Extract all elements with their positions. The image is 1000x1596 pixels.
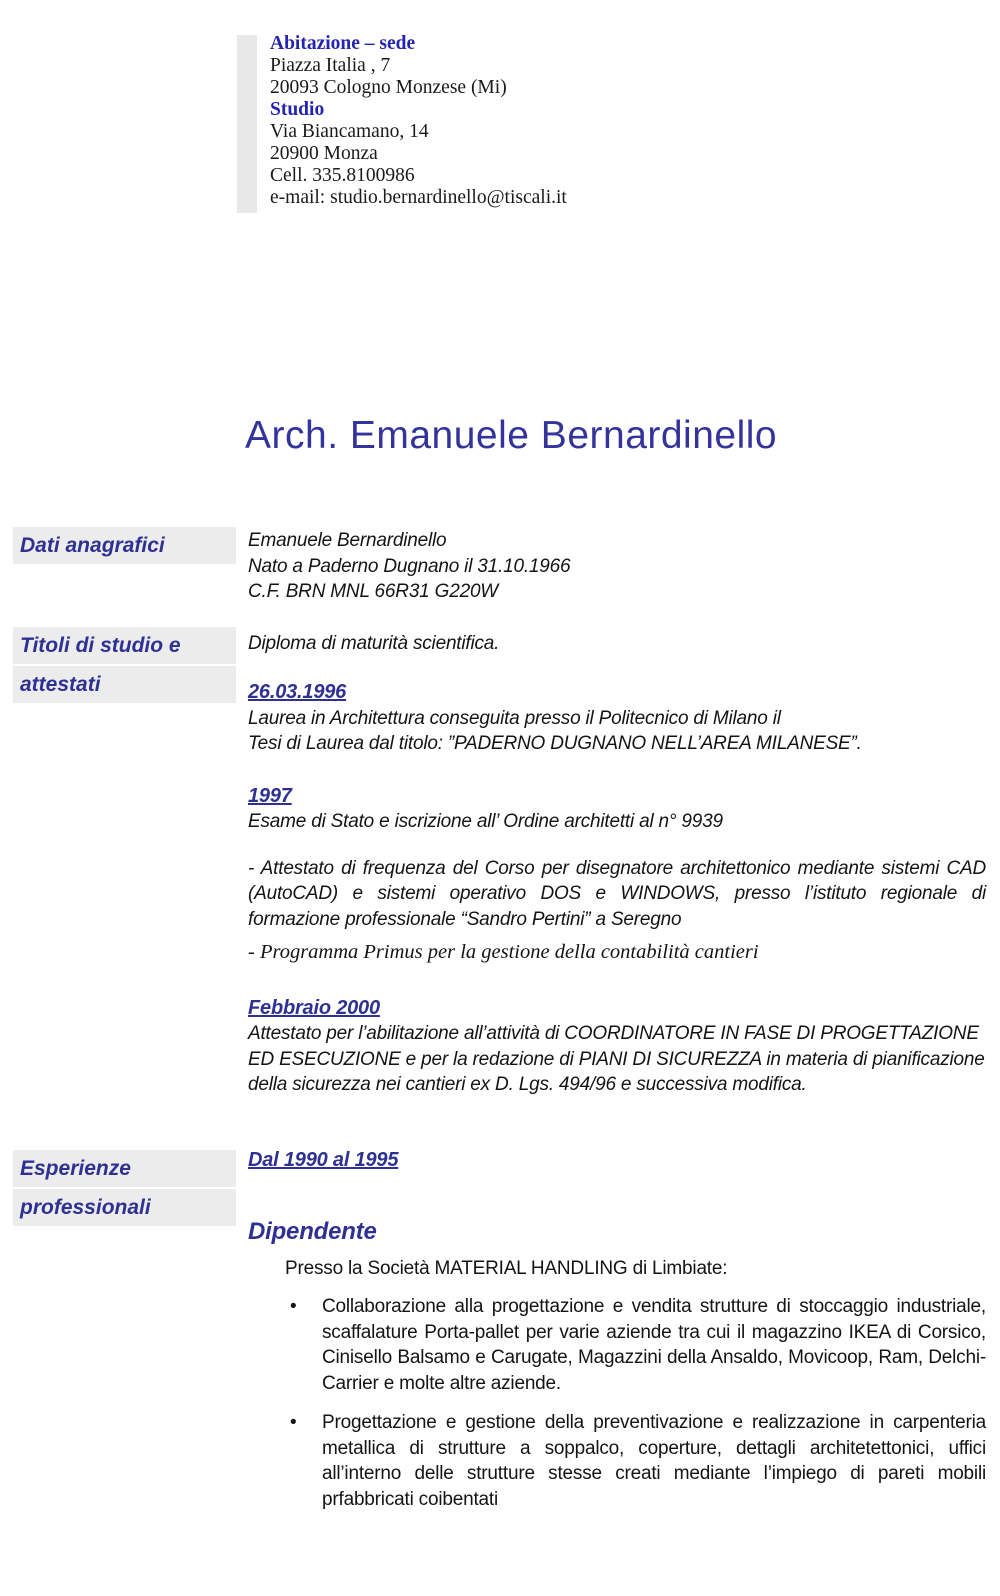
section-label-text: Titoli di studio e <box>13 627 236 664</box>
home-address-line: Piazza Italia , 7 <box>270 55 391 76</box>
period-heading: Dal 1990 al 1995 <box>248 1148 399 1171</box>
laurea-date-heading: 26.03.1996 <box>248 681 347 703</box>
personal-data-line: C.F. BRN MNL 66R31 G220W <box>248 581 499 602</box>
diploma-text: Diploma di maturità scientifica. <box>248 632 500 654</box>
esame-date-heading: 1997 <box>248 784 292 807</box>
home-address-line: 20093 Cologno Monzese (Mi) <box>270 77 507 98</box>
febbraio-2000-heading: Febbraio 2000 <box>248 996 380 1019</box>
page-title: Arch. Emanuele Bernardinello <box>245 414 778 457</box>
studio-address-label: Studio <box>270 99 325 120</box>
section-label-text: professionali <box>13 1189 236 1226</box>
section-label-dati-anagrafici <box>13 527 236 566</box>
coordinatore-paragraph: Attestato per l’abilitazione all’attività di COORDINATORE IN FASE DI PROGETTAZIONE ED ESECUZIONE e per la redazione di PIANI DI SICUREZZA in materia di pianificazione della sicurezza nei cantieri ex D. Lgs. 494/96 e successiva modifica. <box>248 1023 985 1095</box>
employer-intro-text: Presso la Società MATERIAL HANDLING di Limbiate: <box>285 1257 728 1279</box>
personal-data-block <box>248 528 986 605</box>
bullet-icon: • <box>290 1412 297 1433</box>
studio-address-line: 20900 Monza <box>270 143 378 164</box>
role-heading: Dipendente <box>248 1218 377 1245</box>
section-label-text: Esperienze <box>13 1150 236 1187</box>
bullet-text: Progettazione e gestione della preventivazione e realizzazione in carpenteria metallica di strutture a soppalco, coperture, dettagli architetettonici, uffici all’interno delle strutture stesse creati mediante l’impiego di pareti mobili prfabbricati coibentati <box>322 1412 986 1510</box>
attestato-cad-paragraph: - Attestato di frequenza del Corso per disegnatore architettonico mediante sistemi CAD (AutoCAD) e sistemi operativo DOS e WINDOWS, presso l’istituto regionale di formazione professionale “Sandro Pertini” a Seregno <box>248 857 986 930</box>
laurea-block <box>248 706 986 757</box>
section-label-titoli-di-studio <box>13 627 236 705</box>
section-label-text: Dati anagrafici <box>13 527 236 564</box>
contact-block <box>237 33 567 209</box>
email-address: e-mail: studio.bernardinello@tiscali.it <box>270 187 567 208</box>
personal-data-line: Emanuele Bernardinello <box>248 530 447 551</box>
experience-bullet-list <box>248 1294 986 1512</box>
section-label-esperienze-professionali <box>13 1150 236 1228</box>
home-address-label: Abitazione – sede <box>270 33 416 54</box>
bullet-icon: • <box>290 1296 297 1317</box>
laurea-line: Laurea in Architettura conseguita presso il Politecnico di Milano il <box>248 707 781 729</box>
esame-text: Esame di Stato e iscrizione all’ Ordine architetti al n° 9939 <box>248 811 723 832</box>
list-item <box>248 1294 986 1396</box>
laurea-line: Tesi di Laurea dal titolo: ”PADERNO DUGNANO NELL’AREA MILANESE”. <box>248 733 862 754</box>
section-label-text: attestati <box>13 666 236 703</box>
studio-address-line: Via Biancamano, 14 <box>270 121 429 142</box>
contact-side-bar <box>237 35 257 213</box>
bullet-text: Collaborazione alla progettazione e vendita strutture di stoccaggio industriale, scaffalature Porta-pallet per varie aziende tra cui il magazzino IKEA di Corsico, Cinisello Balsamo e Carugate, Magazzini della Ansaldo, Movicoop, Ram, Delchi- Carrier e molte altre aziende. <box>322 1296 986 1394</box>
phone-number: Cell. 335.8100986 <box>270 165 415 186</box>
personal-data-line: Nato a Paderno Dugnano il 31.10.1966 <box>248 555 571 577</box>
list-item <box>248 1410 986 1512</box>
programma-primus-text: - Programma Primus per la gestione della contabilità cantieri <box>248 941 759 963</box>
